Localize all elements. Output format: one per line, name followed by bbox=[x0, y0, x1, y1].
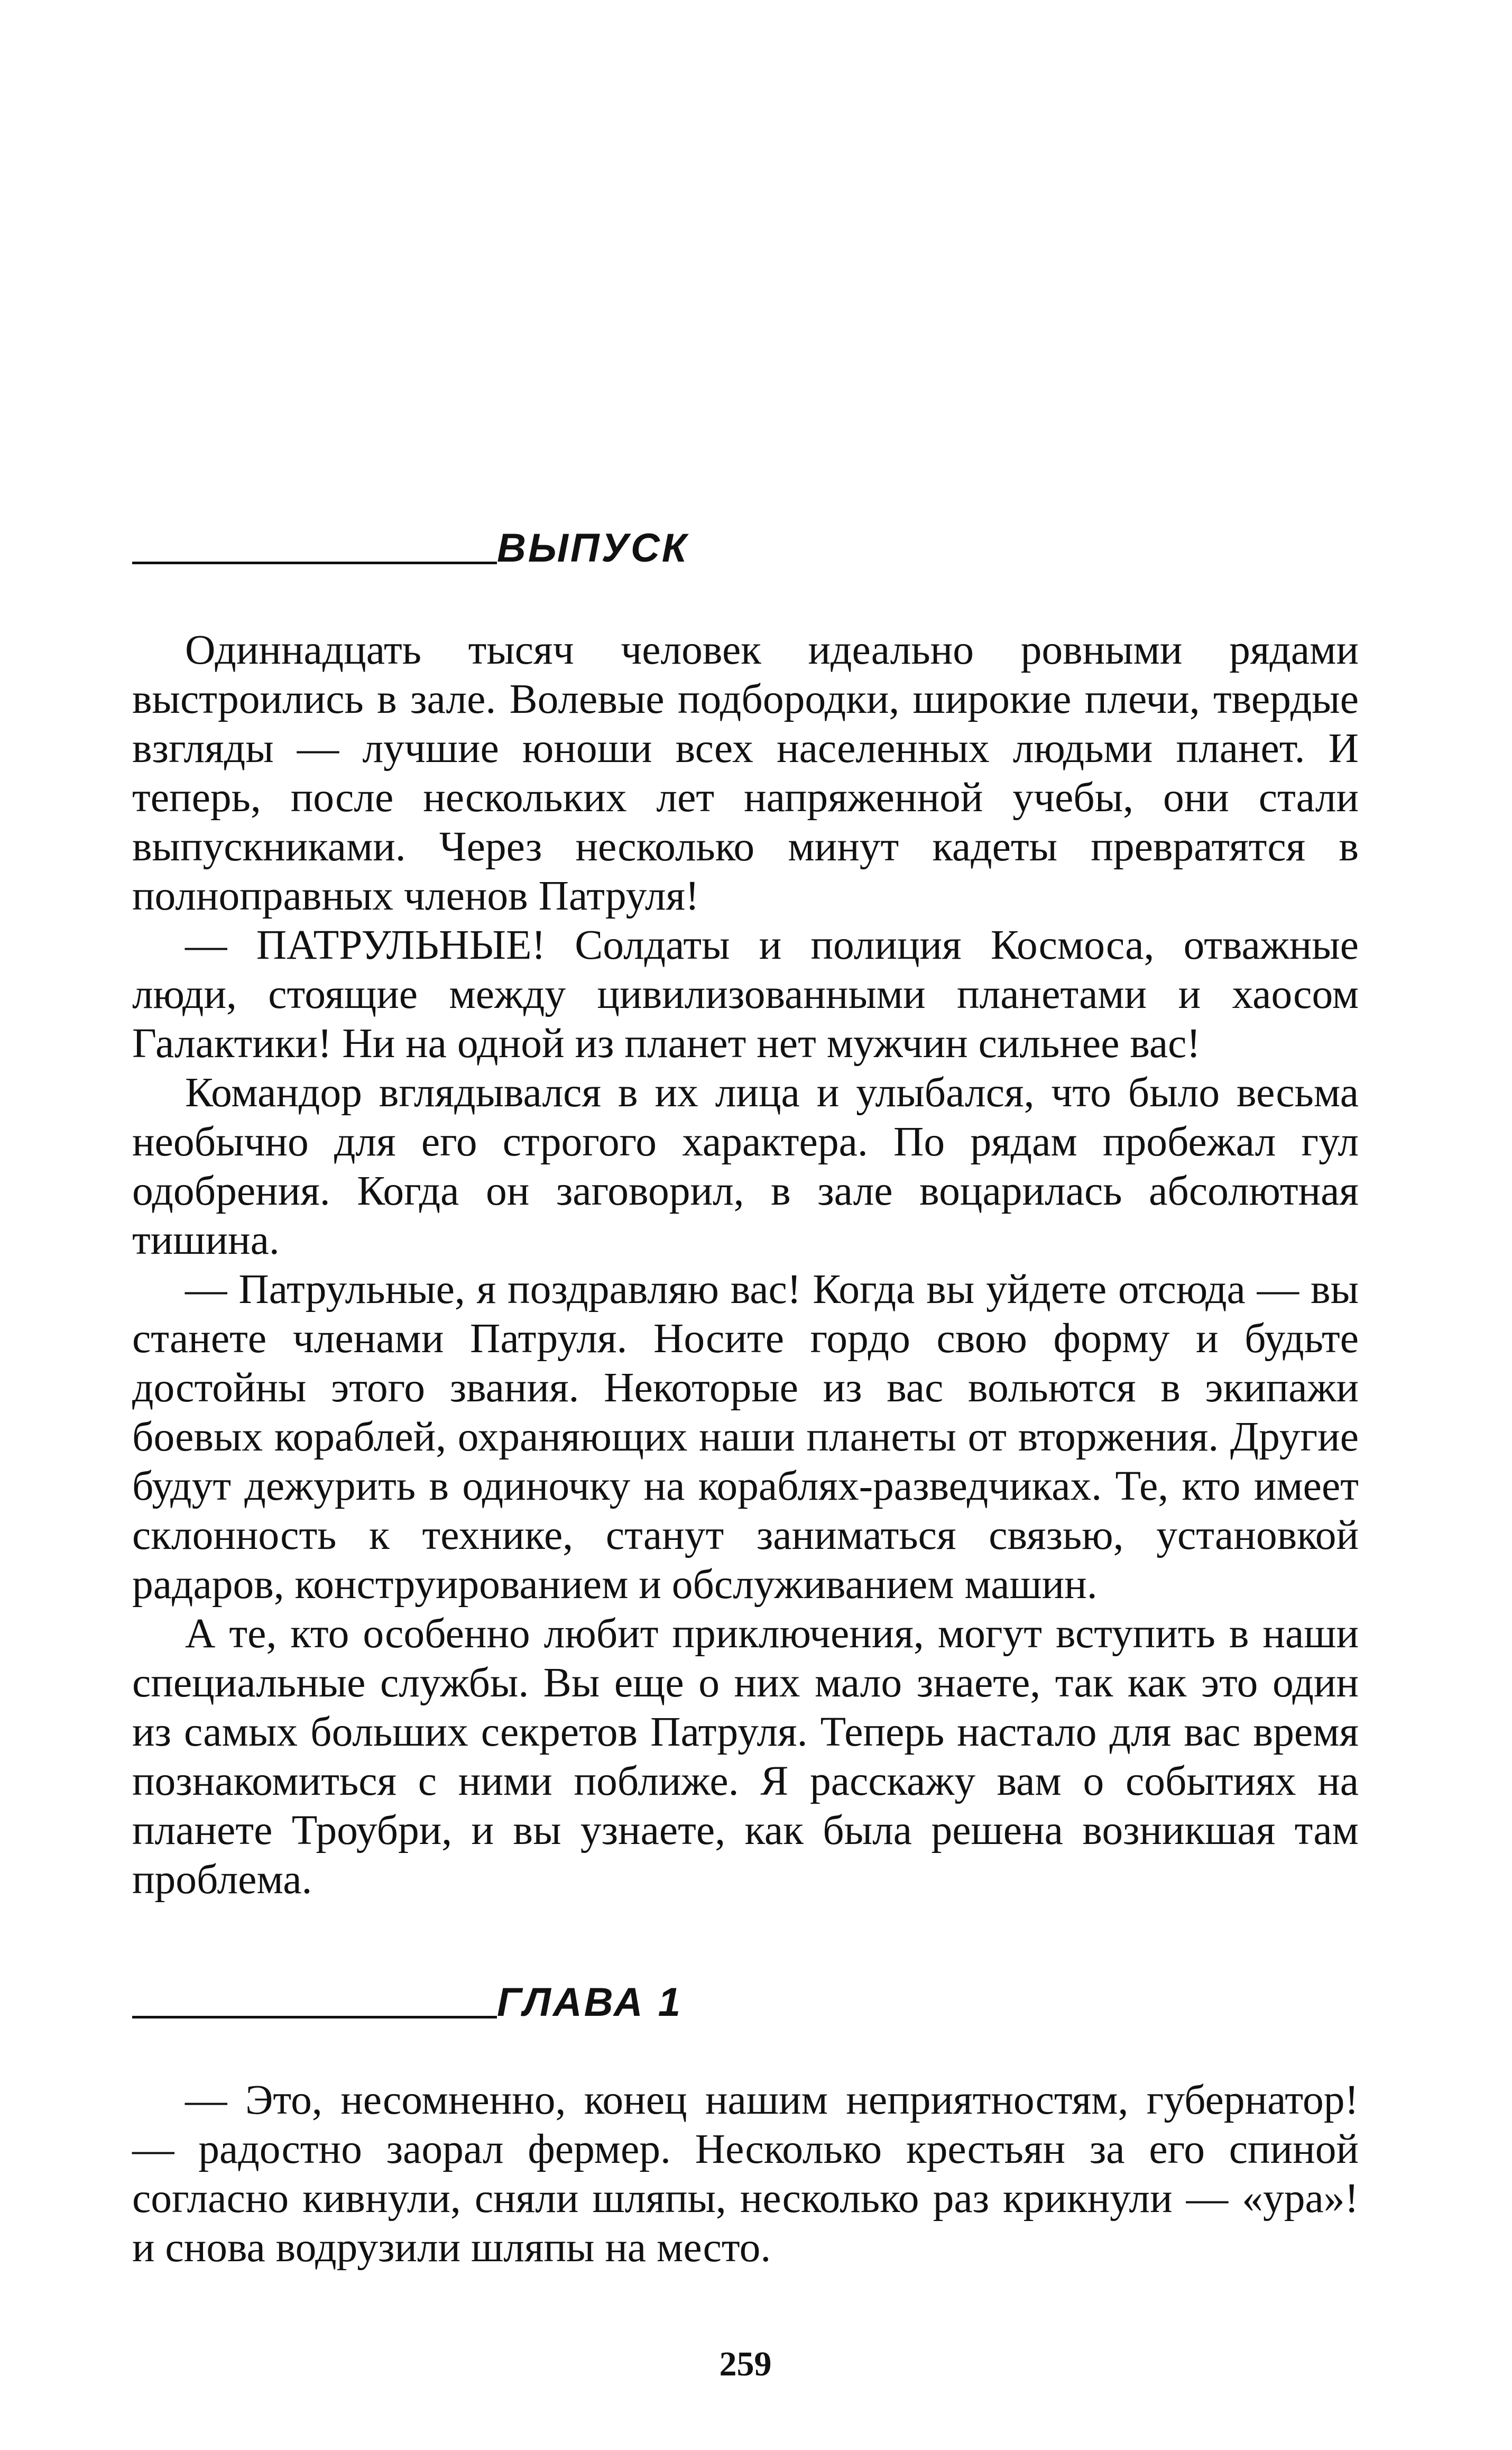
paragraph: — Патрульные, я поздравляю вас! Когда вы уйдете отсюда — вы станете членами Патруля. Носите гордо свою форму и будьте достойны этого звания. Некоторые из вас вольются в экипажи боевых кораблей, охраняющих наши планеты от вторжения. Другие будут дежурить в одиночку на кораблях-разведчиках. Те, кто имеет склонность к технике, станут заниматься связью, установкой радаров, конструированием и обслуживанием машин. bbox=[132, 1266, 1359, 1608]
heading-rule bbox=[132, 2016, 497, 2018]
paragraph: А те, кто особенно любит приключения, могут вступить в наши специальные службы. Вы еще о них мало знаете, так как это один из самых больших секретов Патруля. Теперь настало для вас время познакомиться с ними поближе. Я расскажу вам о событиях на планете Троубри, и вы узнаете, как была решена возникшая там проблема. bbox=[132, 1610, 1359, 1903]
section-title: ВЫПУСК bbox=[497, 526, 689, 571]
section-title: ГЛАВА 1 bbox=[497, 1980, 683, 2025]
paragraph: — ПАТРУЛЬНЫЕ! Солдаты и полиция Космоса, отважные люди, стоящие между цивилизованными планетами и хаосом Галактики! Ни на одной из планет нет мужчин сильнее вас! bbox=[132, 922, 1359, 1067]
paragraph: Командор вглядывался в их лица и улыбался, что было весьма необычно для его строгого характера. По рядам пробежал гул одобрения. Когда он заговорил, в зале воцарилась абсолютная тишина. bbox=[132, 1069, 1359, 1263]
section-heading-vypusk bbox=[132, 526, 819, 574]
book-page bbox=[132, 0, 1359, 2450]
paragraph: — Это, несомненно, конец нашим неприятностям, губернатор! — радостно заорал фермер. Несколько крестьян за его спиной согласно кивнули, сняли шляпы, несколько раз крикнули — «ура»! и снова водрузили шляпы на место. bbox=[132, 2077, 1359, 2271]
section-body-chapter-1 bbox=[132, 2076, 1359, 2272]
heading-rule bbox=[132, 562, 497, 564]
page-number: 259 bbox=[719, 2345, 772, 2383]
paragraph: Одиннадцать тысяч человек идеально ровными рядами выстроились в зале. Волевые подбородки, широкие плечи, твердые взгляды — лучшие юноши всех населенных людьми планет. И теперь, после нескольких лет напряженной учебы, они стали выпускниками. Через несколько минут кадеты превратятся в полноправных членов Патруля! bbox=[132, 627, 1359, 919]
section-heading-chapter-1 bbox=[132, 1980, 819, 2028]
section-body-vypusk bbox=[132, 626, 1359, 1904]
